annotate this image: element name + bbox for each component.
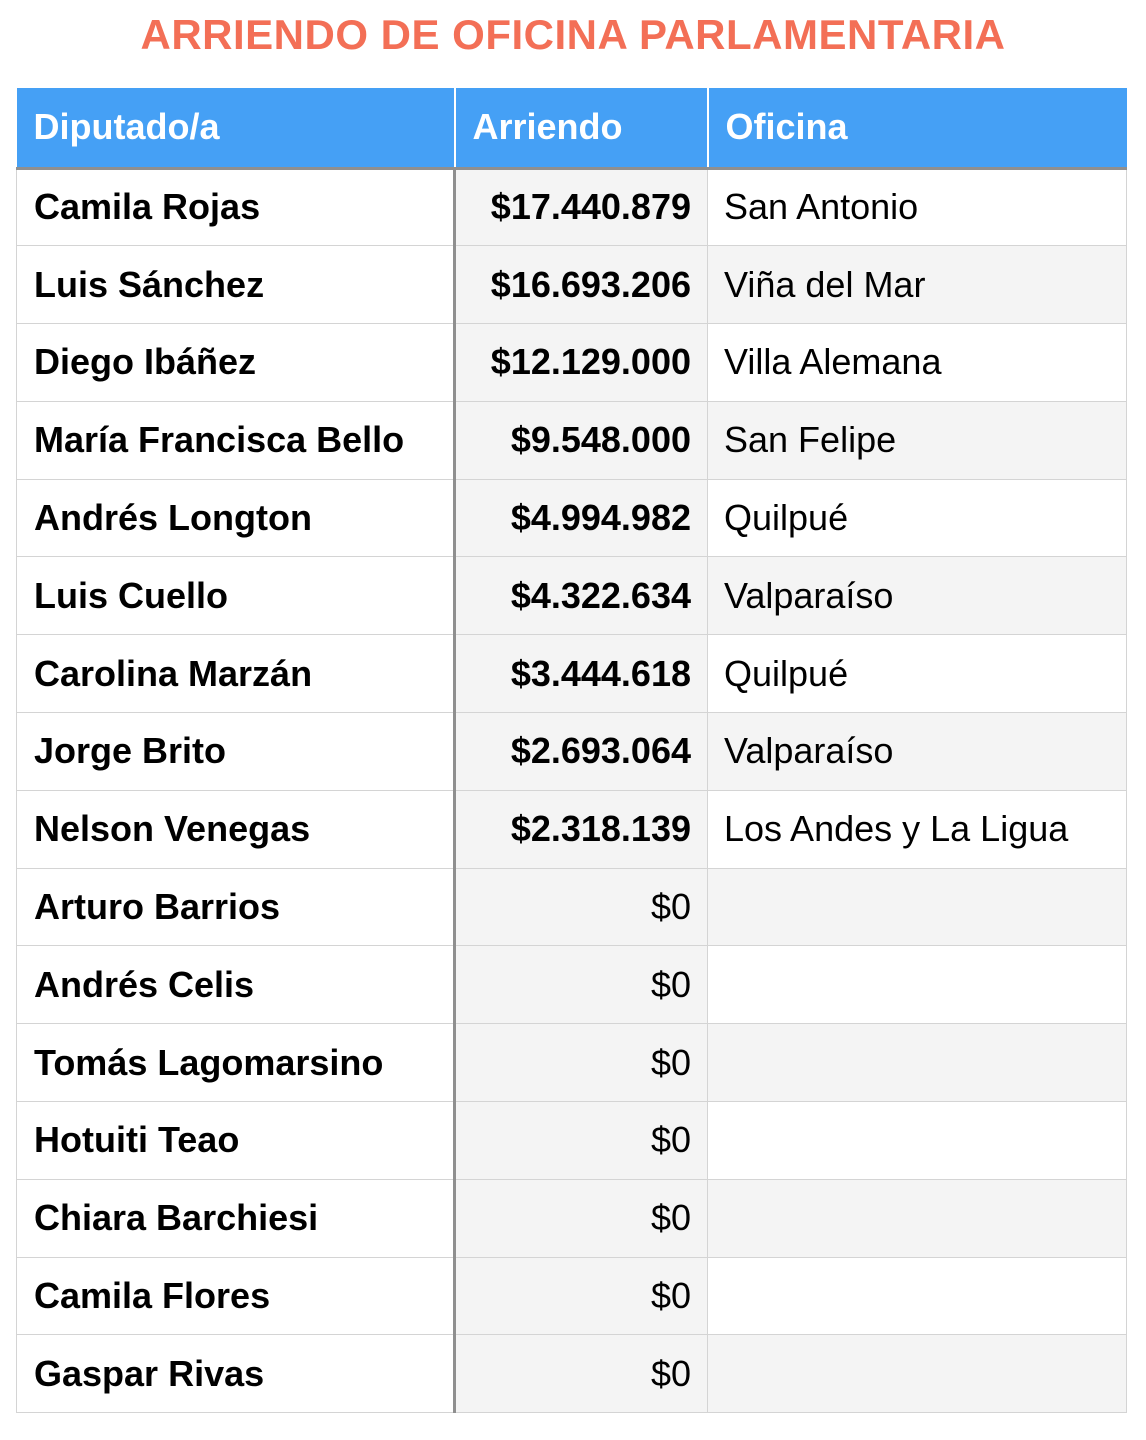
table-row xyxy=(17,1335,1127,1413)
rent-amount-cell: $0 xyxy=(455,868,708,946)
office-location-cell xyxy=(708,1179,1127,1257)
table-row xyxy=(17,324,1127,402)
rent-amount-cell: $0 xyxy=(455,1102,708,1180)
deputy-name-cell: Tomás Lagomarsino xyxy=(17,1024,455,1102)
rent-table xyxy=(16,88,1127,1413)
table-row xyxy=(17,790,1127,868)
table-row xyxy=(17,868,1127,946)
table-header xyxy=(17,88,1127,168)
office-location-cell xyxy=(708,946,1127,1024)
deputy-name-cell: Chiara Barchiesi xyxy=(17,1179,455,1257)
rent-amount-cell: $16.693.206 xyxy=(455,246,708,324)
table-body xyxy=(17,168,1127,1413)
rent-amount-cell: $0 xyxy=(455,946,708,1024)
column-header-deputy: Diputado/a xyxy=(17,88,455,168)
office-location-cell: Valparaíso xyxy=(708,557,1127,635)
table-row xyxy=(17,1024,1127,1102)
rent-amount-cell: $0 xyxy=(455,1335,708,1413)
deputy-name-cell: Gaspar Rivas xyxy=(17,1335,455,1413)
rent-amount-cell: $0 xyxy=(455,1179,708,1257)
deputy-name-cell: Diego Ibáñez xyxy=(17,324,455,402)
office-location-cell: Viña del Mar xyxy=(708,246,1127,324)
office-location-cell: San Antonio xyxy=(708,168,1127,246)
column-header-office: Oficina xyxy=(708,88,1127,168)
table-row xyxy=(17,1257,1127,1335)
table-row xyxy=(17,401,1127,479)
table-row xyxy=(17,1179,1127,1257)
table-row xyxy=(17,479,1127,557)
office-location-cell xyxy=(708,1257,1127,1335)
rent-amount-cell: $3.444.618 xyxy=(455,635,708,713)
rent-amount-cell: $4.994.982 xyxy=(455,479,708,557)
rent-amount-cell: $4.322.634 xyxy=(455,557,708,635)
rent-amount-cell: $17.440.879 xyxy=(455,168,708,246)
deputy-name-cell: Jorge Brito xyxy=(17,713,455,791)
office-location-cell: Quilpué xyxy=(708,479,1127,557)
deputy-name-cell: Andrés Celis xyxy=(17,946,455,1024)
office-location-cell: Valparaíso xyxy=(708,713,1127,791)
office-location-cell xyxy=(708,1335,1127,1413)
deputy-name-cell: Camila Rojas xyxy=(17,168,455,246)
rent-amount-cell: $2.693.064 xyxy=(455,713,708,791)
header-row xyxy=(17,88,1127,168)
deputy-name-cell: Andrés Longton xyxy=(17,479,455,557)
rent-amount-cell: $12.129.000 xyxy=(455,324,708,402)
office-location-cell xyxy=(708,1024,1127,1102)
office-location-cell: Quilpué xyxy=(708,635,1127,713)
table-row xyxy=(17,713,1127,791)
table-row xyxy=(17,635,1127,713)
deputy-name-cell: Luis Cuello xyxy=(17,557,455,635)
rent-amount-cell: $9.548.000 xyxy=(455,401,708,479)
office-location-cell: San Felipe xyxy=(708,401,1127,479)
table-row xyxy=(17,246,1127,324)
office-location-cell: Villa Alemana xyxy=(708,324,1127,402)
deputy-name-cell: Luis Sánchez xyxy=(17,246,455,324)
rent-amount-cell: $2.318.139 xyxy=(455,790,708,868)
rent-amount-cell: $0 xyxy=(455,1257,708,1335)
table-row xyxy=(17,168,1127,246)
deputy-name-cell: Arturo Barrios xyxy=(17,868,455,946)
deputy-name-cell: Hotuiti Teao xyxy=(17,1102,455,1180)
page-title: ARRIENDO DE OFICINA PARLAMENTARIA xyxy=(140,11,1006,58)
deputy-name-cell: Carolina Marzán xyxy=(17,635,455,713)
deputy-name-cell: Camila Flores xyxy=(17,1257,455,1335)
table-row xyxy=(17,1102,1127,1180)
deputy-name-cell: Nelson Venegas xyxy=(17,790,455,868)
office-location-cell xyxy=(708,868,1127,946)
table-row xyxy=(17,946,1127,1024)
column-header-rent: Arriendo xyxy=(455,88,708,168)
office-location-cell xyxy=(708,1102,1127,1180)
office-location-cell: Los Andes y La Ligua xyxy=(708,790,1127,868)
deputy-name-cell: María Francisca Bello xyxy=(17,401,455,479)
rent-amount-cell: $0 xyxy=(455,1024,708,1102)
table-row xyxy=(17,557,1127,635)
